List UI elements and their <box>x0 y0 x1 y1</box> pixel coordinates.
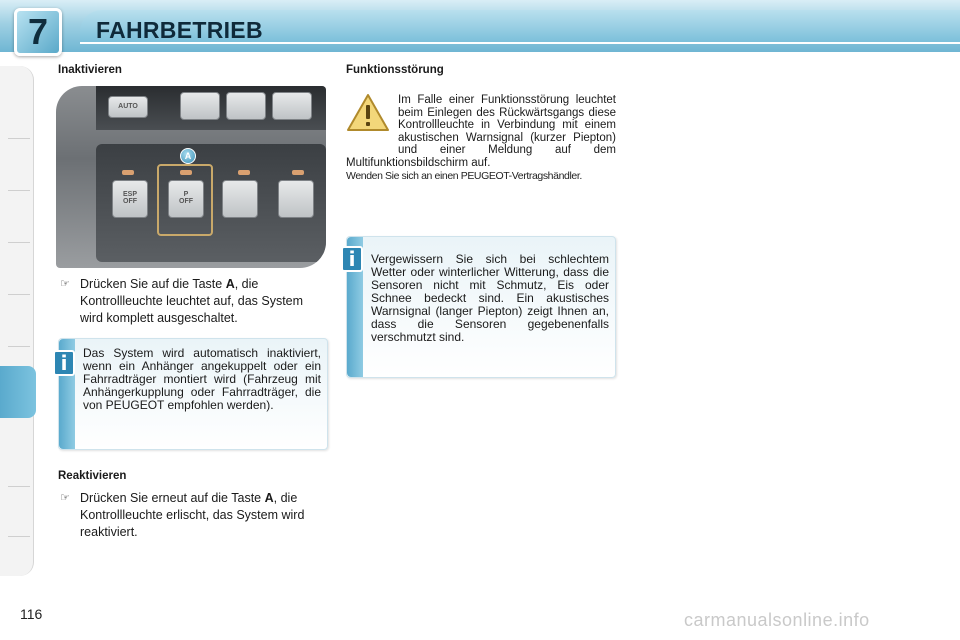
pointing-hand-icon: ☞ <box>60 492 70 504</box>
photo-highlight-frame <box>157 164 213 236</box>
bullet-press-button-reactivate <box>60 490 326 541</box>
photo-button-esp-label: ESP <box>122 191 137 198</box>
side-tab-divider <box>8 346 30 347</box>
photo-button-auto: AUTO <box>108 96 148 118</box>
side-tab-divider <box>8 536 30 537</box>
photo-led <box>292 170 304 175</box>
chapter-number-badge: 7 <box>14 8 62 56</box>
photo-button-park-off-label: OFF <box>179 198 193 205</box>
watermark: carmanualsonline.info <box>684 610 870 630</box>
photo-button-recirculation <box>272 92 312 120</box>
side-tab-divider <box>8 486 30 487</box>
page-number: 116 <box>20 606 43 622</box>
chapter-side-tabs <box>0 66 34 576</box>
dashboard-buttons-photo <box>56 86 326 268</box>
dealer-note: Wenden Sie sich an einen PEUGEOT-Vertragshändler. <box>346 170 582 182</box>
bullet-text-part: , die Kontrollleuchte erlischt, das System wird reaktiviert. <box>80 491 305 539</box>
photo-button-rear-defrost <box>226 92 266 120</box>
info-box-text: Vergewissern Sie sich bei schlechtem Wetter oder winterlicher Witterung, dass die Sensoren nicht mit Schmutz, Eis oder Schnee bedeckt sind. Ein akustisches Warnsignal (langer Piepton) zeigt Ihnen an, dass die Sensoren gegebenenfalls verschmutzt sind. <box>371 252 609 344</box>
malfunction-paragraph: Im Falle einer Funktionsstörung leuchtet beim Einlegen des Rückwärtsgangs diese Kontrollleuchte in Verbindung mit einem akustischen Warnsignal (kurzer Piepton) und einer Meldung auf dem Multifunktionsbildschirm auf. <box>346 94 616 169</box>
photo-button-defrost <box>180 92 220 120</box>
side-tab-divider <box>8 242 30 243</box>
chapter-title: FAHRBETRIEB <box>96 17 263 43</box>
section-heading-malfunction: Funktionsstörung <box>346 64 444 76</box>
photo-callout-a: A <box>180 148 196 164</box>
photo-button-esp <box>112 180 148 218</box>
malfunction-text <box>346 94 616 169</box>
photo-button-lock <box>222 180 258 218</box>
bullet-text <box>60 276 326 327</box>
info-box-text: Das System wird automatisch inaktiviert, wenn ein Anhänger angekuppelt oder ein Fahrradträger montiert wird (Fahrzeug mit Anhängerkupplung oder Fahrradträger, die von PEUGEOT empfohlen werden). <box>83 346 321 412</box>
side-tab-divider <box>8 190 30 191</box>
info-box-auto-deactivation <box>58 338 328 450</box>
button-letter: A <box>264 491 274 505</box>
info-box-sensor-cleanliness <box>346 236 616 378</box>
photo-button-alarm <box>278 180 314 218</box>
bullet-text-part: Drücken Sie erneut auf die Taste <box>80 491 265 505</box>
info-icon: i <box>341 246 363 272</box>
pointing-hand-icon: ☞ <box>60 278 70 290</box>
section-heading-deactivate: Inaktivieren <box>58 64 122 76</box>
bullet-text <box>60 490 326 541</box>
bullet-press-button-deactivate <box>60 276 326 327</box>
photo-button-park-label: P <box>183 191 189 198</box>
photo-led <box>122 170 134 175</box>
side-tab-divider <box>8 294 30 295</box>
side-tab-active-chapter <box>0 366 36 418</box>
photo-led <box>238 170 250 175</box>
section-heading-reactivate: Reaktivieren <box>58 470 127 482</box>
info-icon: i <box>53 350 75 376</box>
side-tab-divider <box>8 138 30 139</box>
bullet-text-part: , die Kontrollleuchte leuchtet auf, das System wird komplett ausgeschaltet. <box>80 277 304 325</box>
button-letter: A <box>225 277 235 291</box>
bullet-text-part: Drücken Sie auf die Taste <box>80 277 226 291</box>
warning-icon-spacer <box>346 94 398 156</box>
photo-button-esp-off-label: OFF <box>123 198 137 205</box>
